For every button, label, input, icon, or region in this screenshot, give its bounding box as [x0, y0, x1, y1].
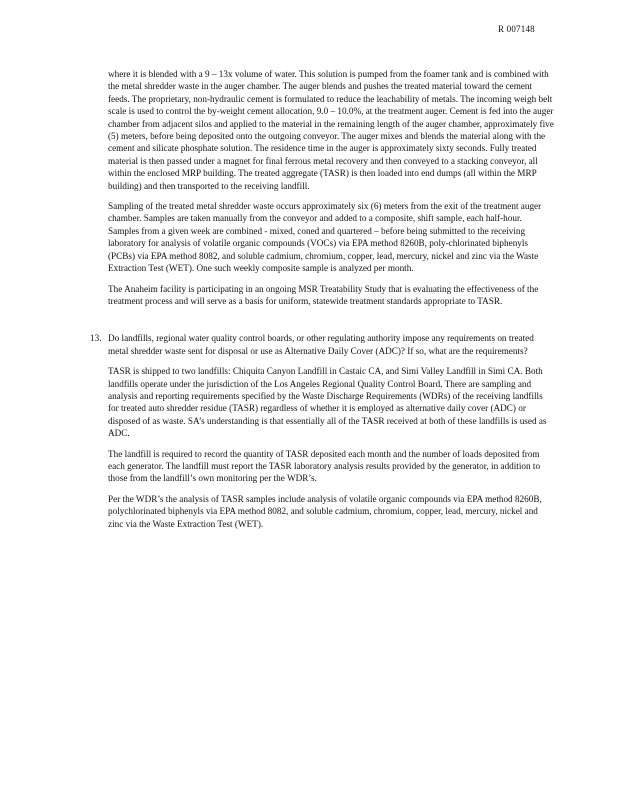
document-body [90, 68, 554, 530]
section-spacer [108, 307, 554, 332]
paragraph-treatment-process: where it is blended with a 9 – 13x volume of water. This solution is pumped from the foamer tank and is combined with the metal shredder waste in the auger chamber. The auger blends and pushes the treated material toward the cement feeds. The proprietary, non-hydraulic cement is formulated to reduce the leachability of metals. The incoming weigh belt scale is used to control the by-weight cement allocation, 9.0 – 10.0%, at the treatment auger. Cement is fed into the auger chamber from adjacent silos and applied to the material in the remaining length of the auger chamber, approximately five (5) meters, before being deposited onto the outgoing conveyor. The auger mixes and blends the material along with the cement and silicate phosphate solution. The residence time in the auger is approximately sixty seconds. Fully treated material is then passed under a magnet for final ferrous metal recovery and then conveyed to a stacking conveyor, all within the enclosed MRP building. The treated aggregate (TASR) is then loaded into end dumps (all within the MRP building) and then transported to the receiving landfill. [108, 69, 554, 191]
paragraph-spacer [108, 485, 554, 493]
paragraph-spacer [108, 440, 554, 448]
paragraph-landfills: TASR is shipped to two landfills: Chiquita Canyon Landfill in Castaic CA, and Simi Valley Landfill in Simi CA. Both landfills operate under the jurisdiction of the Los Angeles Regional Quality Control Board. There are sampling and analysis and reporting requirements specified by the Waste Discharge Requirements (WDRs) of the receiving landfills for treated auto shredder residue (TASR) regardless of whether it is employed as alternative daily cover (ADC) or disposed of as waste. SA’s understanding is that essentially all of the TASR received at both of these landfills is used as ADC. [108, 366, 547, 439]
paragraph-spacer [108, 275, 554, 283]
question-text: Do landfills, regional water quality control boards, or other regulating authority impose any requirements on treated metal shredder waste sent for disposal or use as Alternative Daily Cover (ADC)? If so, what are the requirements? [108, 333, 534, 356]
paragraph-landfill-reporting: The landfill is required to record the quantity of TASR deposited each month and the number of loads deposited from each generator. The landfill must report the TASR laboratory analysis results provided by the generator, in addition to those from the landfill’s own monitoring per the WDR’s. [108, 448, 541, 484]
paragraph-sampling: Sampling of the treated metal shredder waste occurs approximately six (6) meters from the exit of the treatment auger chamber. Samples are taken manually from the conveyor and added to a composite, shift sample, each half-hour. Samples from a given week are combined - mixed, coned and quartered – before being submitted to the receiving laboratory for analysis of volatile organic compounds (VOCs) via EPA method 8260B, poly-chlorinated biphenyls (PCBs) via EPA method 8082, and soluble cadmium, chromium, copper, lead, mercury, nickel and zinc via the Waste Extraction Test (WET). One such weekly composite sample is analyzed per month. [108, 201, 542, 274]
paragraph-wdr-analysis: Per the WDR’s the analysis of TASR samples include analysis of volatile organic compounds via EPA method 8260B, polychlorinated biphenyls via EPA method 8082, and soluble cadmium, chromium, copper, lead, mercury, nickel and zinc via the Waste Extraction Test (WET). [108, 493, 542, 529]
question-13 [90, 332, 554, 357]
paragraph-spacer [108, 192, 554, 200]
paragraph-spacer [108, 357, 554, 365]
question-number: 13. [90, 333, 102, 344]
page-identifier: R 007148 [498, 24, 535, 34]
paragraph-treatability-study: The Anaheim facility is participating in an ongoing MSR Treatability Study that is evaluating the effectiveness of the treatment process and will serve as a basis for uniform, statewide treatment standards appropriate to TASR. [108, 283, 539, 306]
